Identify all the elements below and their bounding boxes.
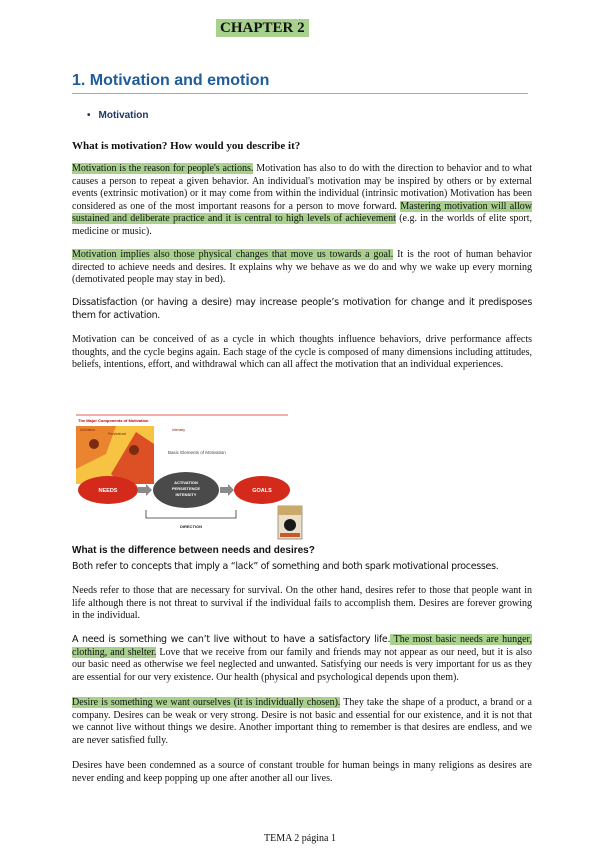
paragraph-3: Dissatisfaction (or having a desire) may increase people’s motivation for change and it predisposes them for activation. bbox=[72, 297, 532, 321]
highlight-text: Desire is something we want ourselves (it is individually chosen). bbox=[72, 697, 341, 708]
direction-bracket bbox=[146, 510, 236, 518]
page-footer: TEMA 2 página 1 bbox=[264, 833, 336, 844]
highlight-text: Motivation implies also those physical changes that move us towards a goal. bbox=[72, 249, 394, 260]
direction-label: DIRECTION bbox=[180, 524, 202, 529]
bullet-item bbox=[87, 110, 149, 121]
paragraph-text: It is the root of human behavior directed to achieve needs and desires. It explains why we behave as we do and why we wake up every morning (demotivated people may stay in bed). bbox=[72, 249, 532, 285]
question-heading-1: What is motivation? How would you describe it? bbox=[72, 140, 301, 152]
chapter-heading: CHAPTER 2 bbox=[216, 19, 309, 37]
paragraph-8 bbox=[72, 697, 532, 747]
goals-label: GOALS bbox=[252, 488, 272, 494]
paragraph-text: A need is something we can’t live without to have a satisfactory life. bbox=[72, 634, 391, 645]
figure-figure-icon bbox=[129, 445, 139, 455]
bullet-dot-icon: • bbox=[87, 110, 91, 121]
figure-label-activation: Activation bbox=[80, 428, 96, 432]
paragraph-9: Desires have been condemned as a source of constant trouble for human beings in many religions as desires are never ending and keep popping up one after another all our lives. bbox=[72, 760, 532, 784]
paragraph-text: (e.g. in the worlds of elite sport, medicine or music). bbox=[72, 213, 532, 237]
arrow-right-icon bbox=[138, 484, 152, 496]
product-can-icon bbox=[278, 506, 302, 539]
paragraph-text: Love that we receive from our family and friends may not appear as our need, but it is also our basic need as otherwise we feel neglected and unwanted. Satisfying our needs is very important for us as they are essential for our very existence. Our health (physical and psychological depends upon them). bbox=[72, 646, 532, 683]
figure-title: The Major Components of Motivation bbox=[78, 418, 149, 423]
figure-figure-icon bbox=[89, 439, 99, 449]
paragraph-7 bbox=[72, 634, 532, 684]
question-heading-2: What is the difference between needs and desires? bbox=[72, 545, 315, 556]
section-title: 1. Motivation and emotion bbox=[72, 72, 528, 94]
center-label-persistence: PERSISTENCE bbox=[171, 486, 201, 491]
motivation-figure bbox=[76, 414, 308, 540]
paragraph-1 bbox=[72, 163, 532, 238]
figure-basic-label: Basic Elements of Motivation bbox=[168, 450, 226, 455]
paragraph-text: They take the shape of a product, a brand or a company. Desires can be weak or very strong. Desire is not basic and essential for our existence, and it is not that we cannot live without things we desire. Another important thing to remember is that desires are endless, and we are never satisfied fully. bbox=[72, 697, 532, 746]
figure-label-intensity: Intensity bbox=[172, 428, 186, 432]
highlight-text: Mastering motivation will allow sustained and deliberate practice and it is central to high levels of achievement bbox=[72, 200, 532, 224]
highlight-text: Motivation is the reason for people's actions. bbox=[72, 163, 254, 174]
bullet-label: Motivation bbox=[98, 110, 149, 121]
paragraph-5: Both refer to concepts that imply a “lack” of something and both spark motivational processes. bbox=[72, 561, 499, 572]
arrow-right-icon bbox=[220, 484, 234, 496]
center-label-intensity: INTENSITY bbox=[175, 492, 197, 497]
figure-label-persistence: Persistence bbox=[108, 432, 127, 436]
highlight-text: The most basic needs are hunger, clothing, and shelter. bbox=[72, 634, 532, 658]
paragraph-4: Motivation can be conceived of as a cycle in which thoughts influence behaviors, drive performance affects thoughts, and the cycle begins again. Each stage of the cycle is composed of many dimensions including attitudes, beliefs, intentions, effort, and withdrawal which can all affect the motivation that an individual experiences. bbox=[72, 334, 532, 370]
paragraph-6: Needs refer to those that are necessary for survival. On the other hand, desires refer to those that people want in life although there is not threat to survival if the individual fails to accomplish them. Desires are forever growing in the individual. bbox=[72, 585, 532, 621]
paragraph-text: Motivation has also to do with the direction to behavior and to what causes a person to repeat a given behavior. An individual's motivation may be inspired by others or by external events (extrinsic motivation) or it may come from within the individual (intrinsic motivation) Motivation has been considered as one of the most important reasons for a person to move forward. bbox=[72, 163, 532, 212]
center-label-activation: ACTIVATION bbox=[174, 480, 198, 485]
paragraph-2 bbox=[72, 249, 532, 287]
needs-label: NEEDS bbox=[98, 488, 118, 494]
